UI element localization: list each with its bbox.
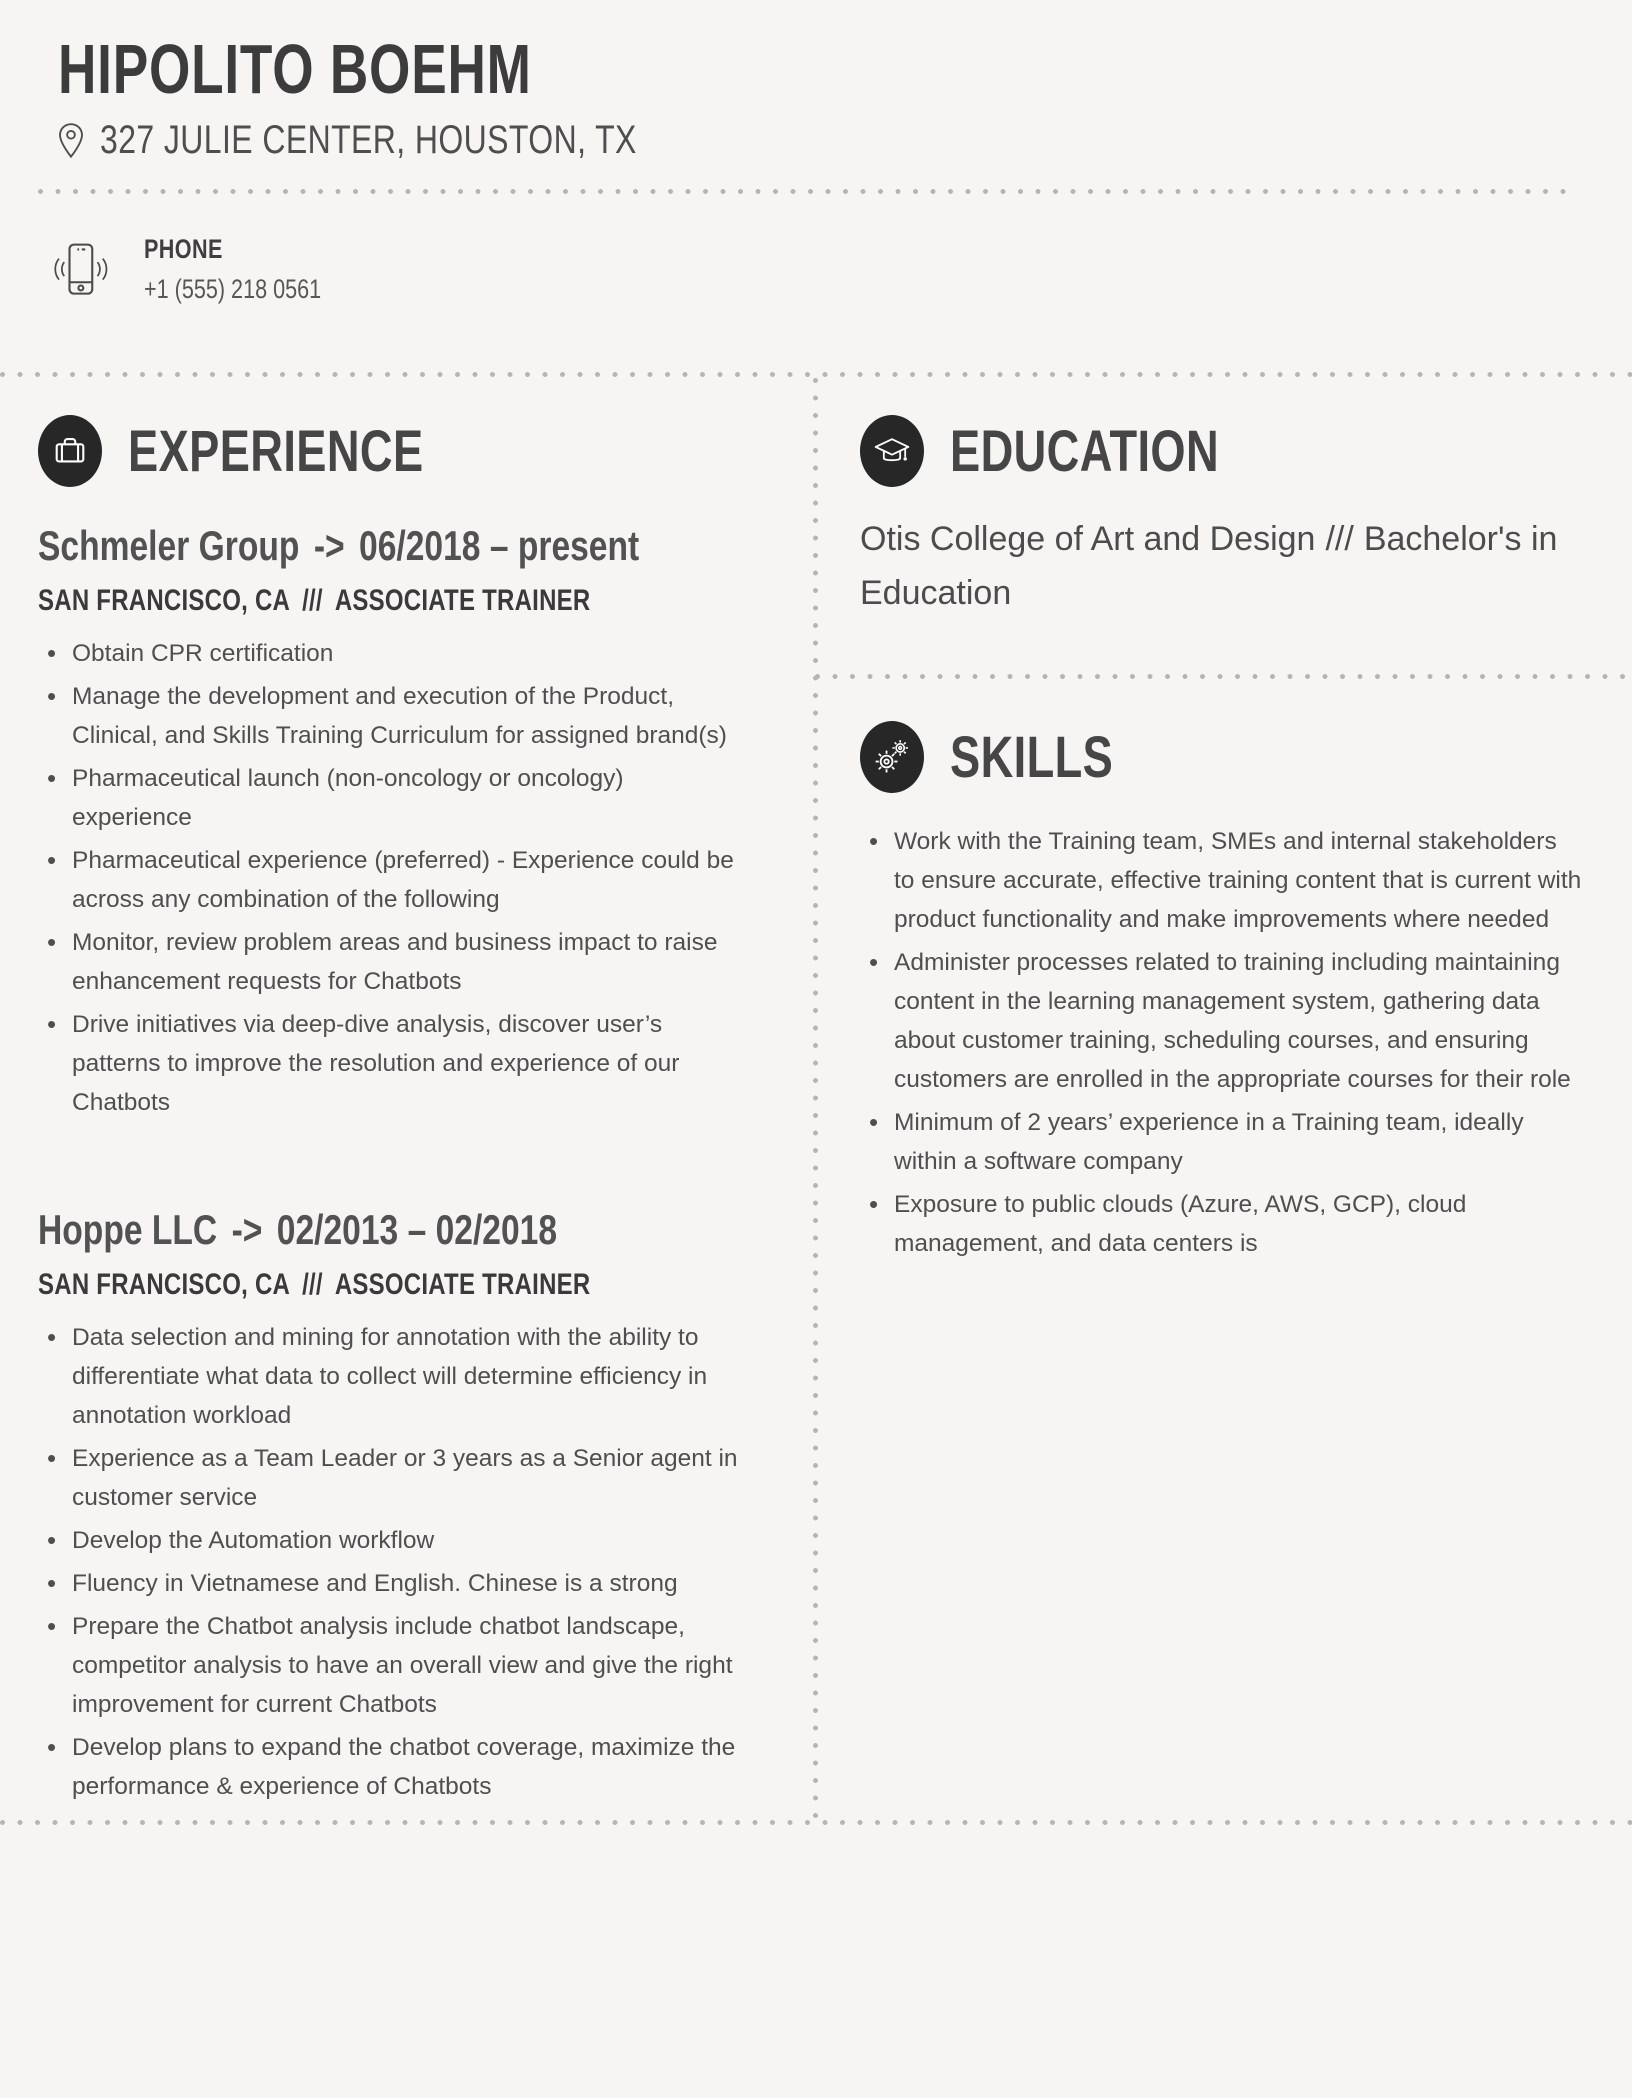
bullet-item: • Prepare the Chatbot analysis include chatbot landscape, competitor analysis to have an overall view and give the right improvement for current Chatbots (38, 1607, 738, 1724)
bullet-item: • Minimum of 2 years’ experience in a Training team, ideally within a software company (860, 1103, 1583, 1181)
job-meta (38, 1254, 752, 1302)
skills-header (860, 720, 1595, 794)
graduation-cap-icon (872, 432, 912, 470)
phone-label: PHONE (144, 234, 223, 264)
skills-section (860, 720, 1595, 1263)
bullet-item: • Exposure to public clouds (Azure, AWS, GCP), cloud management, and data centers is (860, 1185, 1583, 1263)
phone-value: +1 (555) 218 0561 (144, 274, 322, 304)
gears-icon (872, 737, 912, 777)
bullet-item: • Obtain CPR certification (38, 634, 738, 673)
bullet-item: • Manage the development and execution of the Product, Clinical, and Skills Training Curriculum for assigned brand(s) (38, 677, 738, 755)
job-role: ASSOCIATE TRAINER (334, 1268, 591, 1301)
education-badge (860, 415, 924, 487)
education-header (860, 414, 1595, 488)
header-divider (38, 189, 1575, 194)
bottom-divider (0, 1820, 1632, 1825)
education-degree: Bachelor's in Education (860, 520, 1558, 612)
address-text: 327 JULIE CENTER, HOUSTON, TX (100, 118, 637, 162)
job-dates: 02/2013 – 02/2018 (276, 1206, 558, 1253)
job-arrow: -> (313, 522, 345, 569)
job-dates: 06/2018 – present (359, 522, 640, 569)
job-title (38, 522, 752, 570)
phone-row (52, 234, 1594, 305)
person-name: HIPOLITO BOEHM (58, 30, 532, 108)
job-entry (38, 522, 752, 1122)
job-meta (38, 570, 752, 618)
job-location: SAN FRANCISCO, CA (38, 1268, 291, 1301)
job-company: Hoppe LLC (38, 1206, 218, 1253)
section-title-skills: SKILLS (950, 724, 1114, 790)
job-entry (38, 1206, 752, 1806)
job-location: SAN FRANCISCO, CA (38, 584, 291, 617)
experience-badge (38, 415, 102, 487)
bullet-item: • Monitor, review problem areas and business impact to raise enhancement requests for Chatbots (38, 923, 738, 1001)
experience-section (38, 414, 752, 1806)
bullet-item: • Pharmaceutical experience (preferred) - Experience could be across any combination of the following (38, 841, 738, 919)
header (0, 0, 1632, 305)
bullet-item: • Work with the Training team, SMEs and internal stakeholders to ensure accurate, effective training content that is current with product functionality and make improvements where needed (860, 822, 1583, 939)
bullet-item: • Administer processes related to training including maintaining content in the learning management system, gathering data about customer training, scheduling courses, and ensuring customers are enrolled in the appropriate courses for their role (860, 943, 1583, 1099)
section-title-experience: EXPERIENCE (128, 418, 424, 484)
job-role: ASSOCIATE TRAINER (334, 584, 591, 617)
address-row (56, 118, 1594, 163)
education-section (860, 414, 1595, 620)
job-bullets (38, 634, 738, 1122)
bullet-item: • Fluency in Vietnamese and English. Chinese is a strong (38, 1564, 738, 1603)
phone-icon (52, 237, 108, 303)
bullet-item: • Experience as a Team Leader or 3 years as a Senior agent in customer service (38, 1439, 738, 1517)
briefcase-icon (51, 432, 89, 470)
education-detail (860, 512, 1595, 620)
bullet-item: • Develop the Automation workflow (38, 1521, 738, 1560)
job-bullets (38, 1318, 738, 1806)
job-title (38, 1206, 752, 1254)
vertical-divider (813, 378, 818, 1820)
skills-badge (860, 721, 924, 793)
bullet-item: • Pharmaceutical launch (non-oncology or oncology) experience (38, 759, 738, 837)
job-separator: /// (302, 584, 323, 617)
job-separator: /// (302, 1268, 323, 1301)
job-company: Schmeler Group (38, 522, 300, 569)
education-school: Otis College of Art and Design (860, 520, 1316, 558)
skills-bullets (860, 822, 1583, 1263)
experience-header (38, 414, 752, 488)
bullet-item: • Develop plans to expand the chatbot coverage, maximize the performance & experience of Chatbots (38, 1728, 738, 1806)
location-pin-icon (56, 122, 86, 160)
section-title-education: EDUCATION (950, 418, 1220, 484)
main-columns (0, 372, 1632, 1823)
right-column (860, 414, 1595, 1263)
bullet-item: • Data selection and mining for annotation with the ability to differentiate what data to collect will determine efficiency in annotation workload (38, 1318, 738, 1435)
bullet-item: • Drive initiatives via deep-dive analysis, discover user’s patterns to improve the resolution and experience of our Chatbots (38, 1005, 738, 1122)
education-separator: /// (1325, 520, 1354, 558)
job-arrow: -> (231, 1206, 263, 1253)
